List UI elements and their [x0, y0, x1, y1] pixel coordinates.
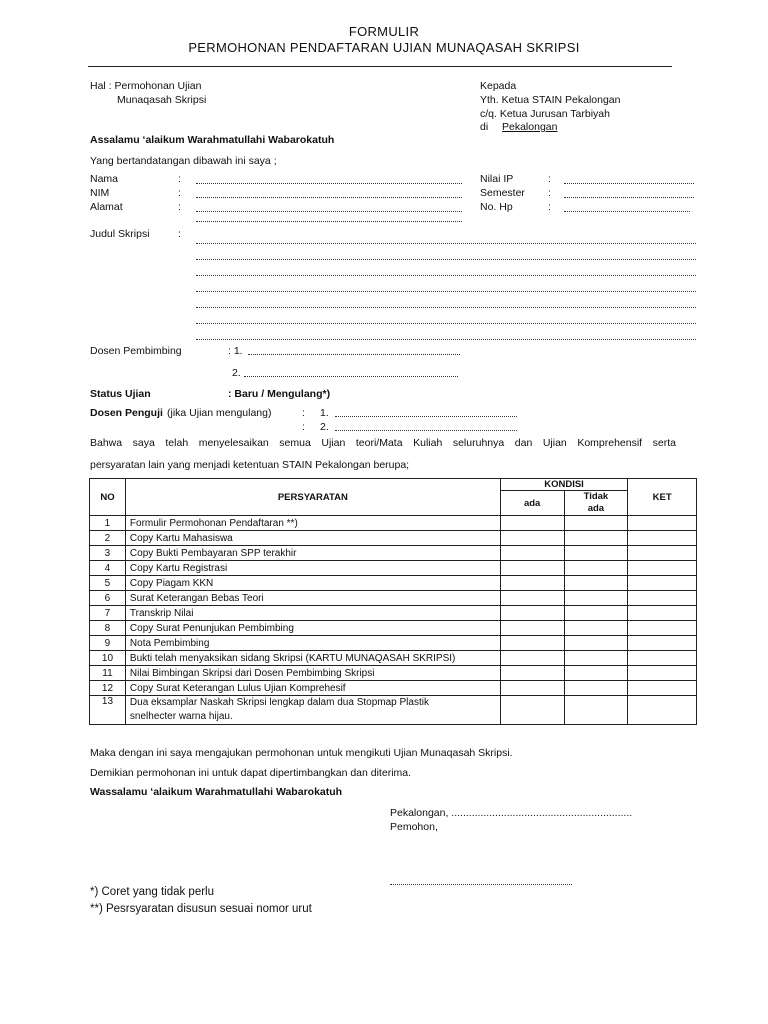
signature-line[interactable]: [390, 884, 572, 885]
table-header-row: [90, 479, 697, 491]
statement-line2: persyaratan lain yang menjadi ketentuan STAIN Pekalongan berupa;: [90, 459, 410, 471]
row-no: 11: [90, 666, 126, 681]
field-ip-colon: :: [548, 173, 551, 185]
dosen-penguji-line2[interactable]: [335, 430, 517, 431]
cell-ada[interactable]: [500, 561, 564, 576]
dosen-penguji-colon-1: :: [302, 407, 305, 419]
row-no: 13: [90, 696, 126, 725]
row-text: Formulir Permohonan Pendaftaran **): [125, 516, 500, 531]
cell-ada[interactable]: [500, 516, 564, 531]
signature-place: Pekalongan, ..............................................................: [390, 807, 633, 819]
footnote-1: *) Coret yang tidak perlu: [90, 886, 215, 898]
table-row: [90, 621, 697, 636]
cell-ada[interactable]: [500, 621, 564, 636]
row-text-line2: snelhecter warna hijau.: [129, 711, 233, 722]
header-rule: [88, 66, 672, 67]
dosen-penguji-colon-2: :: [302, 421, 305, 433]
cell-ket[interactable]: [628, 696, 697, 725]
row-no: 8: [90, 621, 126, 636]
table-row: [90, 591, 697, 606]
row-no: 10: [90, 651, 126, 666]
table-row: [90, 576, 697, 591]
cell-tidak-ada[interactable]: [564, 696, 628, 725]
cell-ket[interactable]: [628, 561, 697, 576]
cell-tidak-ada[interactable]: [564, 606, 628, 621]
kepada-line1: Kepada: [480, 80, 517, 92]
row-no: 6: [90, 591, 126, 606]
field-semester-colon: :: [548, 187, 551, 199]
row-text: Bukti telah menyaksikan sidang Skripsi (KARTU MUNAQASAH SKRIPSI): [125, 651, 500, 666]
judul-line-4[interactable]: [196, 291, 696, 292]
table-row: [90, 651, 697, 666]
row-no: 1: [90, 516, 126, 531]
table-row: [90, 696, 697, 725]
field-ip-line[interactable]: [564, 183, 694, 184]
cell-tidak-ada[interactable]: [564, 636, 628, 651]
row-text: Nilai Bimbingan Skripsi dari Dosen Pembimbing Skripsi: [125, 666, 500, 681]
judul-line-2[interactable]: [196, 259, 696, 260]
table-row: [90, 531, 697, 546]
dosen-pembimbing-line2[interactable]: [244, 376, 458, 377]
cell-tidak-ada[interactable]: [564, 531, 628, 546]
col-kondisi-header: KONDISI: [500, 479, 628, 491]
row-text-line1: Dua eksamplar Naskah Skripsi lengkap dalam dua Stopmap Plastik: [129, 697, 429, 708]
judul-label: Judul Skripsi: [90, 228, 150, 240]
table-row: [90, 516, 697, 531]
cell-tidak-ada[interactable]: [564, 621, 628, 636]
dosen-pembimbing-line1[interactable]: [248, 354, 460, 355]
row-text: Copy Surat Penunjukan Pembimbing: [125, 621, 500, 636]
field-nama-label: Nama: [90, 173, 119, 185]
dosen-penguji-line1[interactable]: [335, 416, 517, 417]
closing-2: Demikian permohonan ini untuk dapat dipertimbangkan dan diterima.: [90, 767, 412, 779]
greeting: Assalamu ‘alaikum Warahmatullahi Wabarokatuh: [90, 134, 335, 146]
dosen-penguji-n2: 2.: [320, 421, 329, 433]
dosen-pembimbing-n2: 2.: [232, 367, 241, 379]
judul-line-6[interactable]: [196, 323, 696, 324]
field-alamat-line[interactable]: [196, 211, 462, 212]
form-subtitle: PERMOHONAN PENDAFTARAN UJIAN MUNAQASAH SKRIPSI: [188, 40, 580, 55]
cell-tidak-ada[interactable]: [564, 561, 628, 576]
cell-ket[interactable]: [628, 606, 697, 621]
cell-ada[interactable]: [500, 681, 564, 696]
cell-tidak-ada[interactable]: [564, 651, 628, 666]
row-no: 12: [90, 681, 126, 696]
dosen-penguji-note: (jika Ujian mengulang): [167, 407, 272, 419]
judul-line-1[interactable]: [196, 243, 696, 244]
col-ket-header: KET: [628, 479, 697, 516]
cell-ada[interactable]: [500, 531, 564, 546]
footnote-2: **) Pesrsyaratan disusun sesuai nomor urut: [90, 903, 312, 915]
cell-ada[interactable]: [500, 546, 564, 561]
dosen-pembimbing-n1: : 1.: [228, 345, 243, 357]
cell-ada[interactable]: [500, 591, 564, 606]
dosen-pembimbing-label: Dosen Pembimbing: [90, 345, 182, 357]
cell-ada[interactable]: [500, 696, 564, 725]
cell-ket[interactable]: [628, 666, 697, 681]
cell-ket[interactable]: [628, 651, 697, 666]
cell-ket[interactable]: [628, 621, 697, 636]
farewell: Wassalamu ‘alaikum Warahmatullahi Wabarokatuh: [90, 786, 343, 798]
row-text: Copy Surat Keterangan Lulus Ujian Komprehesif: [125, 681, 500, 696]
field-nama-colon: :: [178, 173, 181, 185]
row-text: Copy Kartu Registrasi: [125, 561, 500, 576]
status-ujian-value: : Baru / Mengulang*): [228, 388, 331, 400]
cell-tidak-ada[interactable]: [564, 591, 628, 606]
cell-ada[interactable]: [500, 651, 564, 666]
judul-colon: :: [178, 228, 181, 240]
field-nim-colon: :: [178, 187, 181, 199]
intro-text: Yang bertandatangan dibawah ini saya ;: [90, 155, 277, 167]
status-ujian-label: Status Ujian: [90, 388, 151, 400]
cell-ket[interactable]: [628, 576, 697, 591]
cell-ada[interactable]: [500, 636, 564, 651]
col-tidak-ada-header: [564, 491, 628, 516]
row-no: 4: [90, 561, 126, 576]
cell-ada[interactable]: [500, 576, 564, 591]
cell-ket[interactable]: [628, 531, 697, 546]
col-ada-header: ada: [500, 491, 564, 516]
dosen-penguji-label: Dosen Penguji: [90, 407, 163, 419]
hal-line2: Munaqasah Skripsi: [117, 94, 207, 106]
col-tidak-ada-line1: Tidak: [583, 491, 609, 502]
cell-ket[interactable]: [628, 591, 697, 606]
field-ip-label: Nilai IP: [480, 173, 514, 185]
row-text: Transkrip Nilai: [125, 606, 500, 621]
field-hp-line[interactable]: [564, 211, 690, 212]
row-no: 2: [90, 531, 126, 546]
cell-ket[interactable]: [628, 546, 697, 561]
judul-line-3[interactable]: [196, 275, 696, 276]
cell-ket[interactable]: [628, 681, 697, 696]
field-hp-colon: :: [548, 201, 551, 213]
col-no-header: NO: [90, 479, 126, 516]
row-no: 5: [90, 576, 126, 591]
col-tidak-ada-line2: ada: [587, 503, 605, 514]
table-row: [90, 681, 697, 696]
cell-ada[interactable]: [500, 606, 564, 621]
table-row: [90, 561, 697, 576]
row-text: Copy Piagam KKN: [125, 576, 500, 591]
field-alamat-line2[interactable]: [196, 221, 462, 222]
field-alamat-colon: :: [178, 201, 181, 213]
cell-ket[interactable]: [628, 516, 697, 531]
field-semester-label: Semester: [480, 187, 525, 199]
row-text: Copy Bukti Pembayaran SPP terakhir: [125, 546, 500, 561]
kepada-di: di: [480, 121, 489, 133]
hal-line1: Hal : Permohonan Ujian: [90, 80, 202, 92]
kepada-line3: c/q. Ketua Jurusan Tarbiyah: [480, 108, 610, 120]
requirements-table: [89, 478, 697, 725]
cell-tidak-ada[interactable]: [564, 546, 628, 561]
cell-tidak-ada[interactable]: [564, 666, 628, 681]
kepada-line2: Yth. Ketua STAIN Pekalongan: [480, 94, 621, 106]
row-no: 7: [90, 606, 126, 621]
cell-tidak-ada[interactable]: [564, 516, 628, 531]
form-title: FORMULIR: [348, 24, 420, 39]
closing-1: Maka dengan ini saya mengajukan permohonan untuk mengikuti Ujian Munaqasah Skripsi.: [90, 747, 513, 759]
field-nim-label: NIM: [90, 187, 110, 199]
cell-ket[interactable]: [628, 636, 697, 651]
signature-role: Pemohon,: [390, 821, 438, 833]
cell-ada[interactable]: [500, 666, 564, 681]
row-text: Copy Kartu Mahasiswa: [125, 531, 500, 546]
col-persyaratan-header: PERSYARATAN: [125, 479, 500, 516]
cell-tidak-ada[interactable]: [564, 576, 628, 591]
dosen-penguji-n1: 1.: [320, 407, 329, 419]
row-text-multiline: [125, 696, 500, 725]
table-row: [90, 636, 697, 651]
statement-line1: Bahwa saya telah menyelesaikan semua Ujian teori/Mata Kuliah seluruhnya dan Ujian Komprehensif serta: [90, 437, 676, 449]
field-alamat-label: Alamat: [90, 201, 123, 213]
table-row: [90, 666, 697, 681]
field-semester-line[interactable]: [564, 197, 694, 198]
judul-line-5[interactable]: [196, 307, 696, 308]
row-no: 3: [90, 546, 126, 561]
row-text: Nota Pembimbing: [125, 636, 500, 651]
table-row: [90, 606, 697, 621]
field-nim-line[interactable]: [196, 197, 462, 198]
cell-tidak-ada[interactable]: [564, 681, 628, 696]
row-text: Surat Keterangan Bebas Teori: [125, 591, 500, 606]
kepada-place: Pekalongan: [502, 121, 558, 133]
field-nama-line[interactable]: [196, 183, 462, 184]
table-row: [90, 546, 697, 561]
judul-line-7[interactable]: [196, 339, 696, 340]
row-no: 9: [90, 636, 126, 651]
field-hp-label: No. Hp: [480, 201, 513, 213]
